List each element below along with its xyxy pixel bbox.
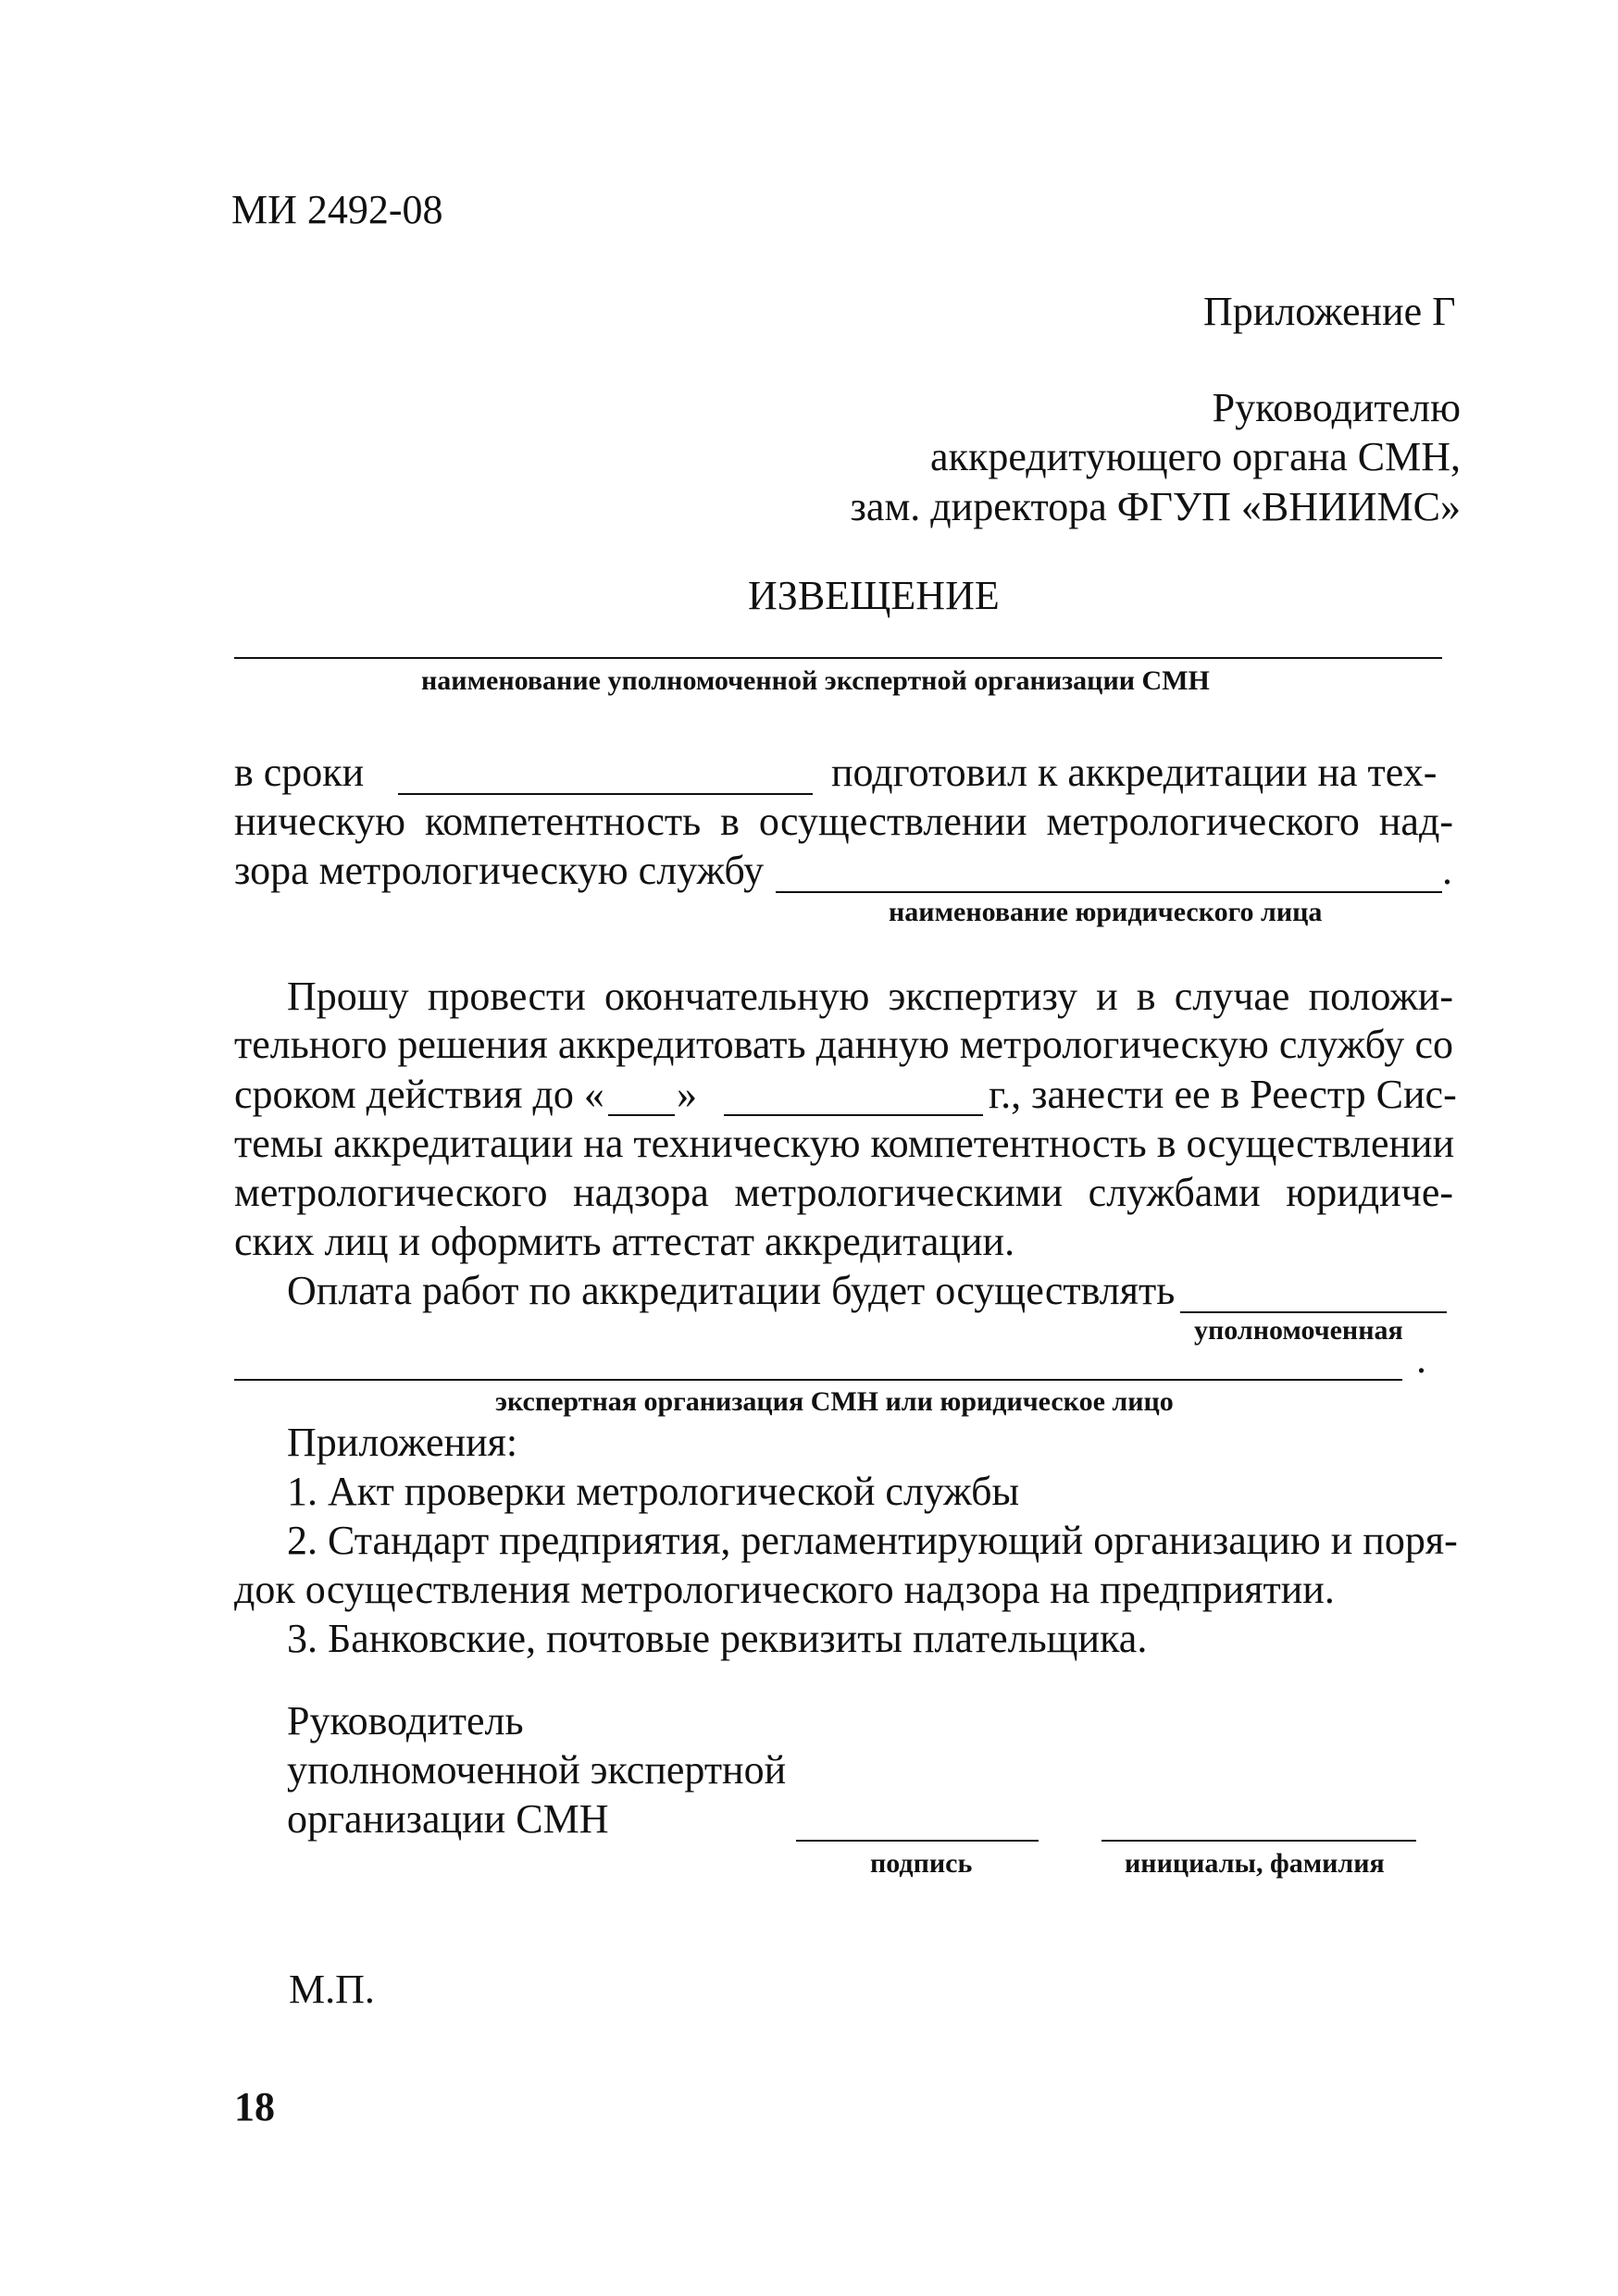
stamp-place-label: М.П. bbox=[289, 1967, 375, 2012]
signature-caption: подпись bbox=[870, 1848, 973, 1879]
page-number: 18 bbox=[234, 2084, 275, 2129]
addressee-line-3: зам. директора ФГУП «ВНИИМС» bbox=[850, 484, 1461, 529]
month-year-blank[interactable] bbox=[724, 1114, 983, 1116]
legal-entity-caption: наименование юридического лица bbox=[889, 897, 1323, 927]
day-blank[interactable] bbox=[608, 1114, 675, 1116]
para2-line5: метрологического надзора метрологическими службами юридиче- bbox=[234, 1170, 1453, 1215]
appendix-label: Приложение Г bbox=[1203, 289, 1456, 334]
para1-start: в сроки bbox=[234, 750, 365, 795]
org-name-blank[interactable] bbox=[234, 657, 1442, 659]
signatory-line-1: Руководитель bbox=[287, 1698, 524, 1744]
initials-blank[interactable] bbox=[1101, 1840, 1416, 1842]
payer-blank[interactable] bbox=[1180, 1311, 1447, 1313]
initials-caption: инициалы, фамилия bbox=[1125, 1848, 1385, 1879]
para1-line2: ническую компетентность в осуществлении метрологического над- bbox=[234, 799, 1453, 844]
attachments-heading: Приложения: bbox=[287, 1420, 518, 1465]
para2-line4: темы аккредитации на техническую компетентность в осуществлении bbox=[234, 1121, 1455, 1166]
attachment-item-3: 3. Банковские, почтовые реквизиты плательщика. bbox=[287, 1616, 1148, 1661]
org-or-entity-caption: экспертная организация СМН или юридическое лицо bbox=[495, 1386, 1174, 1417]
addressee-line-1: Руководителю bbox=[1212, 385, 1461, 430]
para2-line6: ских лиц и оформить аттестат аккредитации. bbox=[234, 1219, 1015, 1264]
legal-entity-blank[interactable] bbox=[776, 891, 1442, 893]
signature-blank[interactable] bbox=[796, 1840, 1039, 1842]
signatory-line-3: организации СМН bbox=[287, 1796, 609, 1842]
payment-period: . bbox=[1416, 1336, 1426, 1382]
para1-line3: зора метрологическую службу bbox=[234, 848, 765, 893]
attachment-item-2-line2: док осуществления метрологического надзора на предприятии. bbox=[234, 1567, 1335, 1612]
para2-line3-b: » bbox=[677, 1072, 697, 1117]
document-code: МИ 2492-08 bbox=[231, 187, 443, 232]
payer-name-blank[interactable] bbox=[234, 1379, 1402, 1381]
para2-line3-c: г., занести ее в Реестр Сис- bbox=[989, 1072, 1457, 1117]
deadline-blank[interactable] bbox=[398, 793, 813, 795]
para2-line1: Прошу провести окончательную экспертизу и в случае положи- bbox=[287, 974, 1453, 1019]
para2-line2: тельного решения аккредитовать данную метрологическую службу со bbox=[234, 1022, 1453, 1067]
attachment-item-2-line1: 2. Стандарт предприятия, регламентирующий организацию и поря- bbox=[287, 1518, 1458, 1563]
attachment-item-1: 1. Акт проверки метрологической службы bbox=[287, 1469, 1020, 1514]
para2-line3-a: сроком действия до « bbox=[234, 1072, 604, 1117]
payment-text: Оплата работ по аккредитации будет осуществлять bbox=[287, 1268, 1176, 1313]
signatory-line-2: уполномоченной экспертной bbox=[287, 1747, 787, 1793]
para1-line1-end: подготовил к аккредитации на тех- bbox=[831, 750, 1438, 795]
authorized-caption: уполномоченная bbox=[1194, 1315, 1403, 1346]
document-title: ИЗВЕЩЕНИЕ bbox=[748, 573, 1000, 618]
org-name-caption: наименование уполномоченной экспертной организации СМН bbox=[421, 665, 1210, 696]
addressee-line-2: аккредитующего органа СМН, bbox=[930, 434, 1461, 479]
para1-period: . bbox=[1442, 848, 1452, 893]
